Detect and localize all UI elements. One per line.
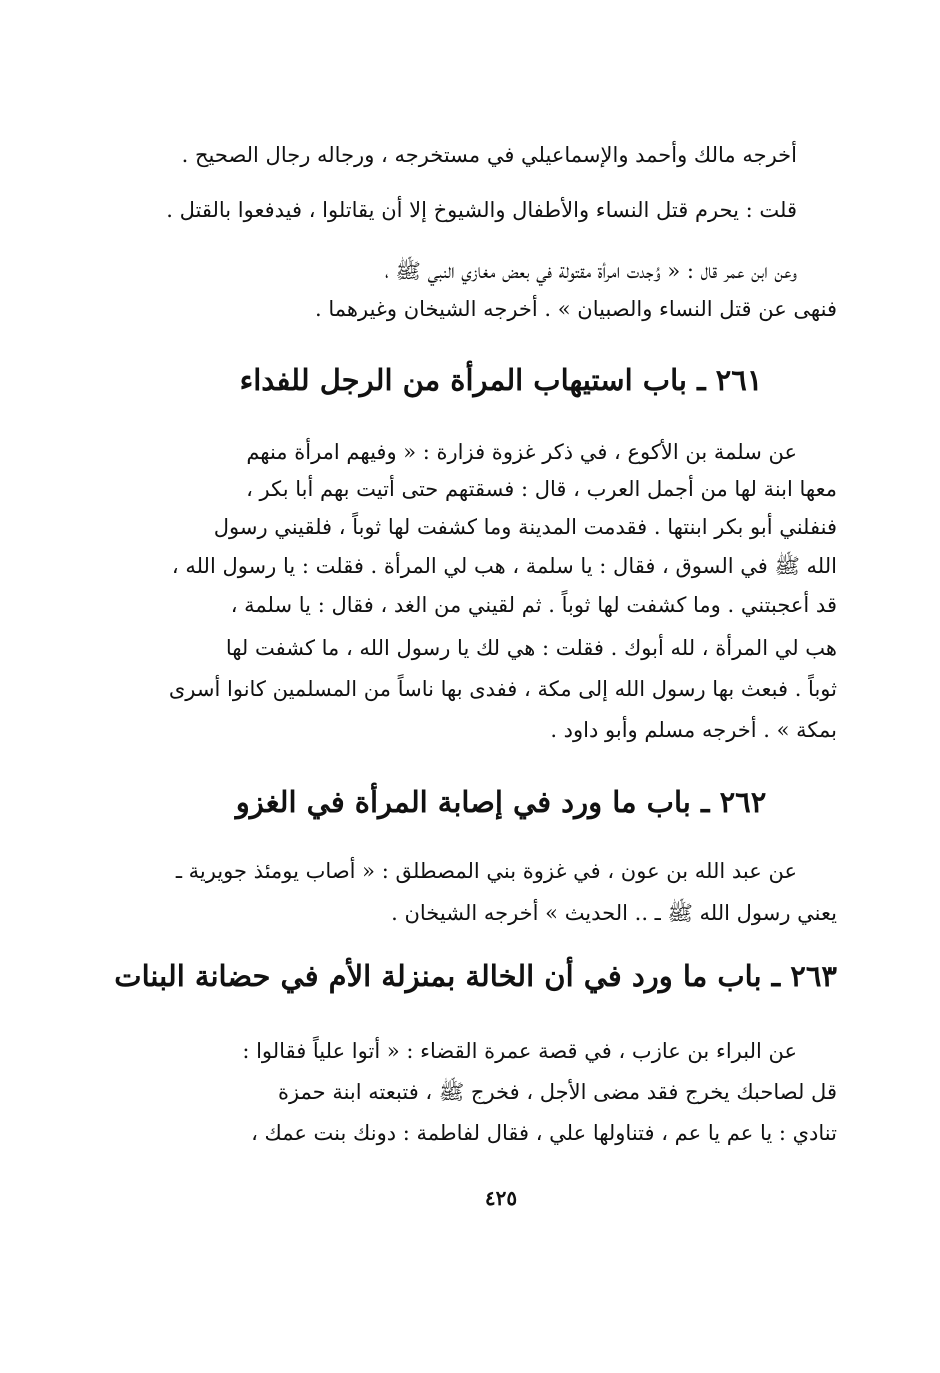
page-number: ٤٢٥ [484,1186,518,1210]
paragraph-line: فنهى عن قتل النساء والصبيان » . أخرجه الشيخان وغيرهما . [315,297,837,321]
paragraph-line: تنادي : يا عم يا عم ، فتناولها علي ، فقال لفاطمة : دونك بنت عمك ، [251,1121,837,1145]
paragraph-line: معها ابنة لها من أجمل العرب ، قال : فسقتهم حتى أتيت بهم أبا بكر ، [246,477,837,501]
paragraph-line: قل لصاحبك يخرج فقد مضى الأجل ، فخرج ﷺ ، فتبعته ابنة حمزة [277,1080,837,1104]
paragraph-line: قلت : يحرم قتل النساء والأطفال والشيوخ إلا أن يقاتلوا ، فيدفعوا بالقتل . [166,198,797,222]
paragraph-line: الله ﷺ في السوق ، فقال : يا سلمة ، هب لي المرأة . فقلت : يا رسول الله ، [171,554,837,578]
section-heading-263: ٢٦٣ ـ باب ما ورد في أن الخالة بمنزلة الأم في حضانة البنات [114,959,837,993]
section-heading-262: ٢٦٢ ـ باب ما ورد في إصابة المرأة في الغزو [235,785,767,819]
paragraph-line: وعن ابن عمر قال : « وُجدت امرأة مقتولة في بعض مغازي النبي ﷺ ، [384,259,797,283]
paragraph-line: أخرجه مالك وأحمد والإسماعيلي في مستخرجه ، ورجاله رجال الصحيح . [181,143,797,167]
paragraph-line: يعني رسول الله ﷺ ـ .. الحديث » أخرجه الشيخان . [391,901,837,925]
paragraph-line: فنفلني أبو بكر ابنتها . فقدمت المدينة وما كشفت لها ثوباً ، فلقيني رسول [213,515,837,539]
paragraph-line: قد أعجبتني . وما كشفت لها ثوباً . ثم لقيني من الغد ، فقال : يا سلمة ، [230,593,837,617]
paragraph-line: عن سلمة بن الأكوع ، في ذكر غزوة فزارة : « وفيهم امرأة منهم [246,440,797,464]
paragraph-line: ثوباً . فبعث بها رسول الله إلى مكة ، ففدى بها ناساً من المسلمين كانوا أسرى [168,677,837,701]
book-page [114,0,837,1373]
paragraph-line: هب لي المرأة ، لله أبوك . فقلت : هي لك يا رسول الله ، ما كشفت لها [225,636,837,660]
section-heading-261: ٢٦١ ـ باب استيهاب المرأة من الرجل للفداء [239,363,763,397]
paragraph-line: عن عبد الله بن عون ، في غزوة بني المصطلق : « أصاب يومئذ جويرية ـ [175,859,797,883]
paragraph-line: بمكة » . أخرجه مسلم وأبو داود . [550,718,837,742]
paragraph-line: عن البراء بن عازب ، في قصة عمرة القضاء : « أتوا علياً فقالوا : [242,1039,797,1063]
